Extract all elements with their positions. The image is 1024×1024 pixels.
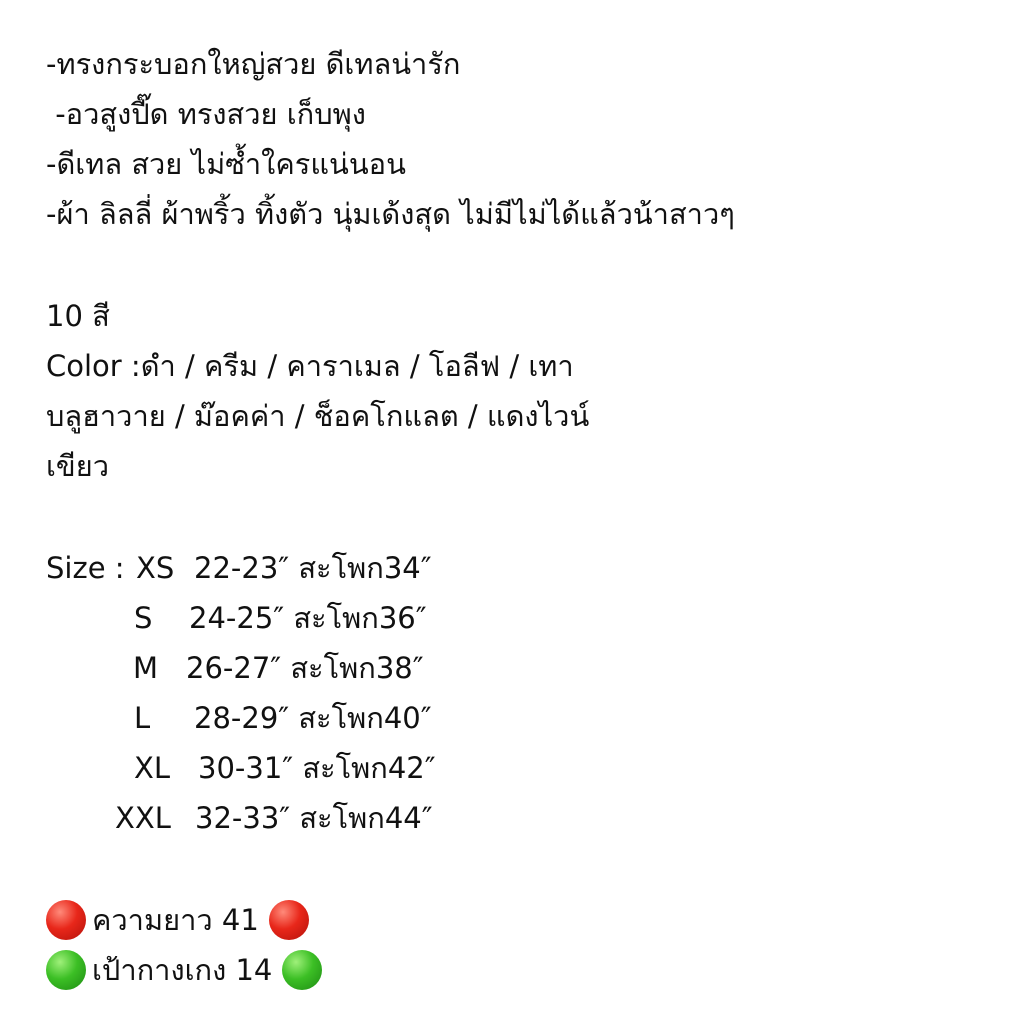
- size-code-xl: XL: [134, 751, 171, 785]
- size-code-s: S: [134, 601, 153, 635]
- size-label: Size :: [46, 551, 125, 585]
- size-value-s: 24-25″ สะโพก36″: [189, 601, 427, 635]
- crotch-row: [46, 950, 322, 990]
- crotch-text: เป้ากางเกง 14: [92, 952, 273, 987]
- description-line-3: -ดีเทล สวย ไม่ซ้ำใครแน่นอน: [46, 147, 406, 181]
- size-code-xxl: XXL: [115, 801, 171, 835]
- description-line-2: -อวสูงปี๊ด ทรงสวย เก็บพุง: [46, 97, 366, 131]
- color-line-1: Color :ดำ / ครีม / คาราเมล / โอลีฟ / เทา: [46, 349, 574, 383]
- green-circle-icon: [46, 950, 86, 990]
- size-value-xxl: 32-33″ สะโพก44″: [195, 801, 433, 835]
- color-line-3: เขียว: [46, 449, 110, 483]
- size-code-m: M: [133, 651, 159, 685]
- size-code-l: L: [134, 701, 151, 735]
- colors-count: 10 สี: [46, 299, 110, 333]
- color-line-2: บลูฮาวาย / ม๊อคค่า / ช็อคโกแลต / แดงไวน์: [46, 399, 590, 433]
- length-text: ความยาว 41: [92, 902, 259, 937]
- size-value-l: 28-29″ สะโพก40″: [194, 701, 432, 735]
- size-value-m: 26-27″ สะโพก38″: [186, 651, 424, 685]
- description-line-1: -ทรงกระบอกใหญ่สวย ดีเทลน่ารัก: [46, 47, 461, 81]
- green-circle-icon: [282, 950, 322, 990]
- length-row: [46, 900, 309, 940]
- size-code-xs: XS: [136, 551, 175, 585]
- red-circle-icon: [46, 900, 86, 940]
- red-circle-icon: [269, 900, 309, 940]
- size-value-xl: 30-31″ สะโพก42″: [198, 751, 436, 785]
- description-line-4: -ผ้า ลิลลี่ ผ้าพริ้ว ทิ้งตัว นุ่มเด้งสุด ไม่มีไม่ได้แล้วน้าสาวๆ: [46, 197, 735, 231]
- size-value-xs: 22-23″ สะโพก34″: [194, 551, 432, 585]
